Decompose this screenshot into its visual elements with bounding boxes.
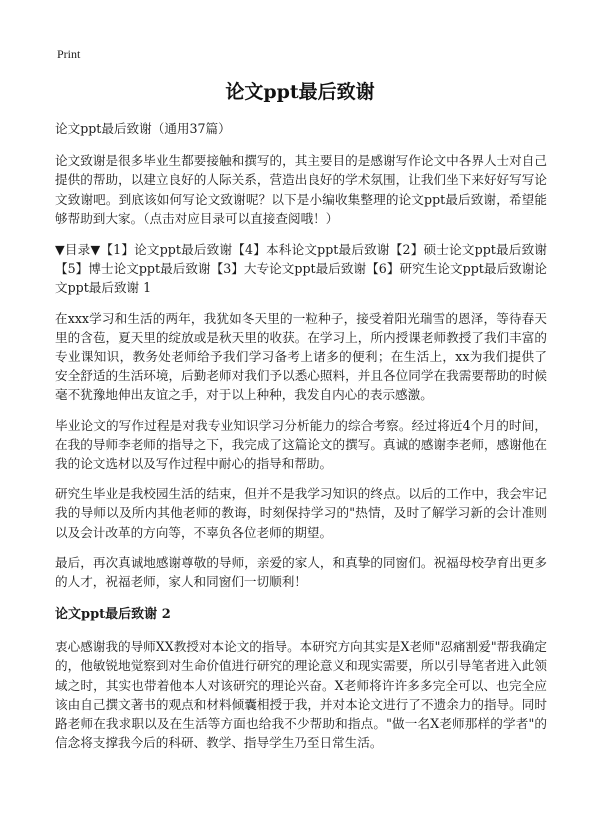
section2-heading: 论文ppt最后致谢 2 (55, 607, 171, 623)
print-link[interactable]: Print (57, 47, 81, 61)
section1-paragraph-3: 研究生毕业是我校园生活的结束，但并不是我学习知识的终点。以后的工作中，我会牢记我的导师以及所内其他老师的教诲，时刻保持学习的"热情，及时了解学习新的会计准则以及会计改革的方向等，不辜负各位老师的期望。 (55, 486, 547, 540)
document-subtitle: 论文ppt最后致谢（通用37篇） (55, 121, 231, 136)
section2-paragraph-1: 衷心感谢我的导师XX教授对本论文的指导。本研究方向其实是X老师"忍痛割爱"帮我确定的，他敏锐地觉察到对生命价值进行研究的理论意义和现实需要，所以引导笔者进入此领域之时，其实也带着他本人对该研究的理论兴奋。X老师将许许多多完全可以、也完全应该由自己撰文著书的观点和材料倾囊相授于我，并对本论文进行了不遗余力的指导。同时路老师在我求职以及在生活等方面也给我不少帮助和指点。"做一名X老师那样的学者"的信念将支撑我今后的科研、教学、指导学生乃至日常生活。 (55, 639, 547, 751)
section1-paragraph-4: 最后，再次真诚地感谢尊敬的导师，亲爱的家人，和真挚的同窗们。祝福母校孕育出更多的人才，祝福老师，家人和同窗们一切顺利！ (55, 554, 547, 590)
page-title: 论文ppt最后致谢 (225, 81, 375, 103)
section1-paragraph-2: 毕业论文的写作过程是对我专业知识学习分析能力的综合考察。经过将近4个月的时间，在我的导师李老师的指导之下，我完成了这篇论文的撰写。真诚的感谢李老师，感谢他在我的论文选材以及写作过程中耐心的指导和帮助。 (55, 417, 547, 472)
intro-paragraph: 论文致谢是很多毕业生都要接触和撰写的，其主要目的是感谢写作论文中各界人士对自己提供的帮助，以建立良好的人际关系，营造出良好的学术氛围，让我们坐下来好好写写论文致谢吧。到底该如何写论文致谢呢？以下是小编收集整理的论文ppt最后致谢，希望能够帮助到大家。（点击对应目录可以直接查阅哦！） (55, 153, 547, 226)
table-of-contents[interactable]: ▼目录▼【1】论文ppt最后致谢【4】本科论文ppt最后致谢【2】硕士论文ppt最后致谢【5】博士论文ppt最后致谢【3】大专论文ppt最后致谢【6】研究生论文ppt最后致谢论文ppt最后致谢 1 (55, 242, 547, 296)
section1-paragraph-1: 在xxx学习和生活的两年，我犹如冬天里的一粒种子，接受着阳光瑞雪的恩泽，等待春天里的含苞，夏天里的绽放或是秋天里的收获。在学习上，所内授课老师教授了我们丰富的专业课知识，教务处老师给予我们学习备考上诸多的便利；在生活上，xx为我们提供了安全舒适的生活环境，后勤老师对我们予以悉心照料，并且各位同学在我需要帮助的时候毫不犹豫地伸出友谊之手，对于以上种种，我发自内心的表示感激。 (55, 310, 547, 403)
document-body (55, 119, 547, 752)
